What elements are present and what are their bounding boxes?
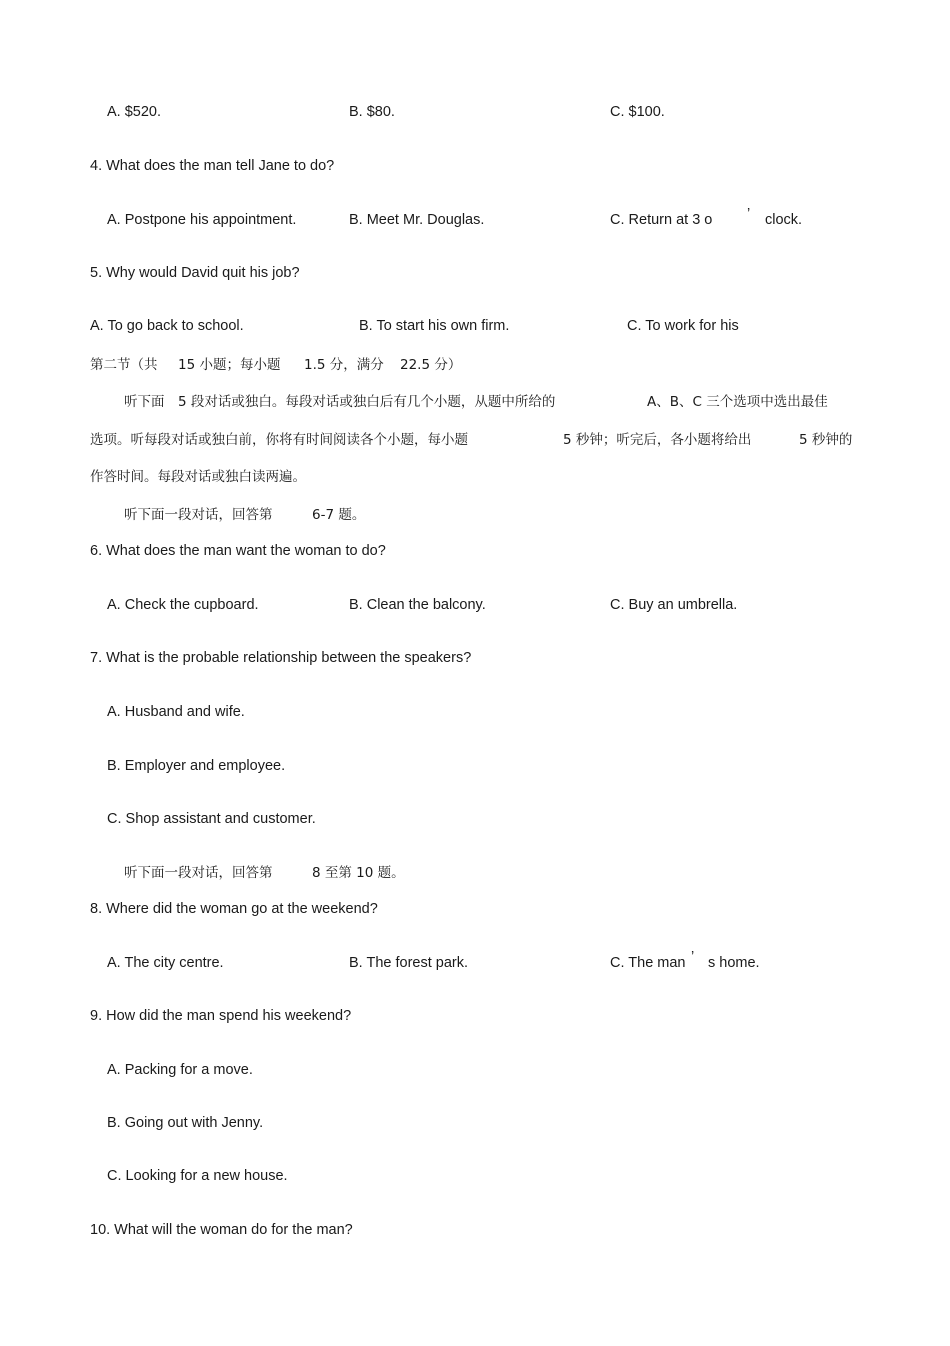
q8-question: 8. Where did the woman go at the weekend? bbox=[90, 901, 378, 917]
q7-question: 7. What is the probable relationship between the speakers? bbox=[90, 650, 472, 666]
q7-option-b: B. Employer and employee. bbox=[107, 758, 286, 774]
section2-heading-part1: 第二节（共 bbox=[90, 357, 158, 373]
passage1-intro-part2: 6-7 题。 bbox=[312, 507, 366, 523]
passage1-intro-part1: 听下面一段对话，回答第 bbox=[124, 507, 273, 523]
q5-option-b: B. To start his own firm. bbox=[359, 318, 510, 334]
q6-question: 6. What does the man want the woman to do? bbox=[90, 543, 386, 559]
instructions-line2-part1: 选项。听每段对话或独白前，你将有时间阅读各个小题，每小题 bbox=[90, 432, 468, 448]
section2-heading-part3: 1.5 分，满分 bbox=[304, 357, 384, 373]
q4-option-c-apostrophe: ’ bbox=[747, 206, 751, 222]
passage2-intro-part1: 听下面一段对话，回答第 bbox=[124, 865, 273, 881]
passage2-intro-part2: 8 至第 10 题。 bbox=[312, 865, 405, 881]
q4-question: 4. What does the man tell Jane to do? bbox=[90, 158, 335, 174]
instructions-line1-part3: A、B、C 三个选项中选出最佳 bbox=[647, 394, 828, 410]
q6-option-b: B. Clean the balcony. bbox=[349, 597, 486, 613]
q4-option-c-part1: C. Return at 3 o bbox=[610, 212, 713, 228]
q3-option-b: B. $80. bbox=[349, 104, 395, 120]
q7-option-a: A. Husband and wife. bbox=[107, 704, 245, 720]
q3-option-a: A. $520. bbox=[107, 104, 162, 120]
instructions-line1-part2: 5 段对话或独白。每段对话或独白后有几个小题，从题中所给的 bbox=[178, 394, 556, 410]
q9-option-a: A. Packing for a move. bbox=[107, 1062, 253, 1078]
q4-option-a: A. Postpone his appointment. bbox=[107, 212, 297, 228]
q8-option-c-part1: C. The man bbox=[610, 955, 686, 971]
q7-option-c: C. Shop assistant and customer. bbox=[107, 811, 316, 827]
q4-option-c-part2: clock. bbox=[765, 212, 803, 228]
instructions-line2-part2: 5 秒钟；听完后，各小题将给出 bbox=[563, 432, 752, 448]
q8-option-c-apostrophe: ’ bbox=[691, 949, 695, 965]
q5-option-a: A. To go back to school. bbox=[90, 318, 244, 334]
q4-option-b: B. Meet Mr. Douglas. bbox=[349, 212, 485, 228]
instructions-line3: 作答时间。每段对话或独白读两遍。 bbox=[90, 469, 306, 485]
q10-question: 10. What will the woman do for the man? bbox=[90, 1222, 353, 1238]
q9-question: 9. How did the man spend his weekend? bbox=[90, 1008, 352, 1024]
q8-option-a: A. The city centre. bbox=[107, 955, 224, 971]
q6-option-a: A. Check the cupboard. bbox=[107, 597, 259, 613]
instructions-line1-part1: 听下面 bbox=[124, 394, 165, 410]
instructions-line2-part3: 5 秒钟的 bbox=[799, 432, 853, 448]
q9-option-b: B. Going out with Jenny. bbox=[107, 1115, 264, 1131]
section2-heading-part4: 22.5 分） bbox=[400, 357, 462, 373]
q5-question: 5. Why would David quit his job? bbox=[90, 265, 300, 281]
q5-option-c: C. To work for his bbox=[627, 318, 739, 334]
q9-option-c: C. Looking for a new house. bbox=[107, 1168, 288, 1184]
q3-option-c: C. $100. bbox=[610, 104, 665, 120]
q8-option-c-part2: s home. bbox=[708, 955, 760, 971]
q6-option-c: C. Buy an umbrella. bbox=[610, 597, 738, 613]
q8-option-b: B. The forest park. bbox=[349, 955, 469, 971]
section2-heading-part2: 15 小题；每小题 bbox=[178, 357, 281, 373]
